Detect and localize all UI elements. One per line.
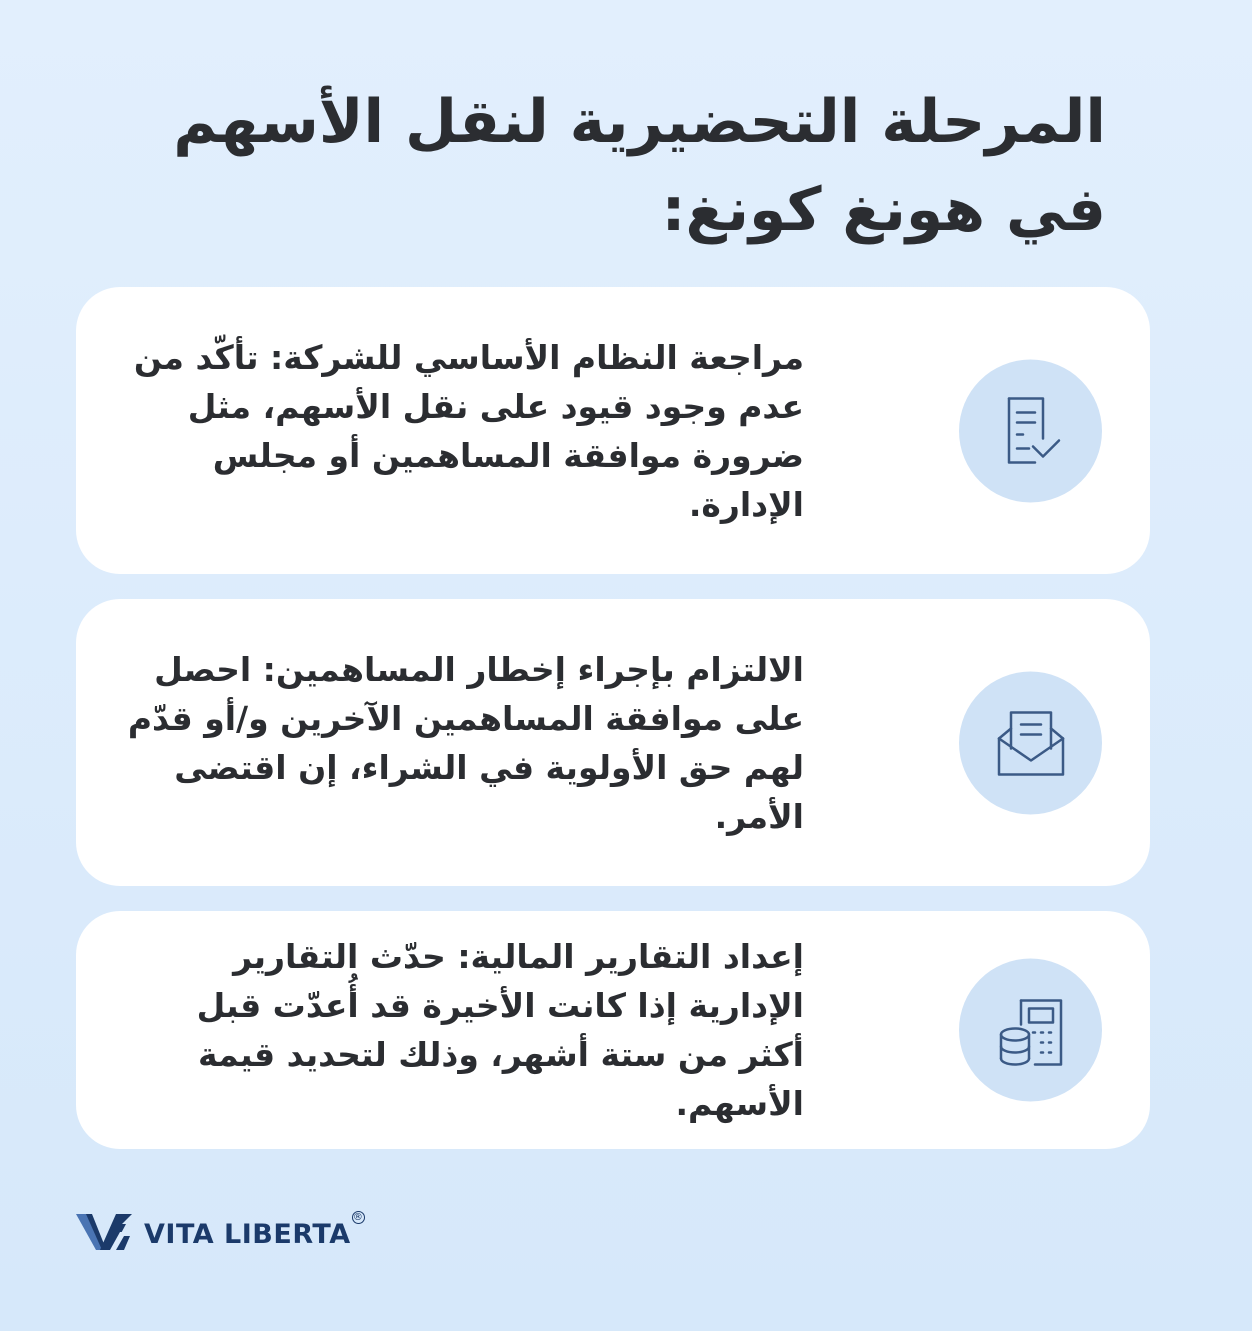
card-icon-badge <box>959 359 1102 502</box>
document-check-icon <box>991 391 1071 471</box>
page-title: المرحلة التحضيرية لنقل الأسهم في هونغ كونغ: <box>173 87 1106 245</box>
vita-liberta-logo-mark <box>76 1210 132 1258</box>
card-text: إعداد التقارير المالية: حدّث التقارير الإدارية إذا كانت الأخيرة قد أُعدّت قبل أكثر من ستة أشهر، وذلك لتحديد قيمة الأسهم. <box>196 937 804 1123</box>
card-text: الالتزام بإجراء إخطار المساهمين: احصل على موافقة المساهمين الآخرين و/أو قدّم لهم حق الأولوية في الشراء، إن اقتضى الأمر. <box>127 649 804 836</box>
card-shareholder-notice <box>76 599 1150 886</box>
trademark-symbol: ® <box>352 1211 364 1223</box>
calculator-coins-icon <box>991 990 1071 1070</box>
card-text: مراجعة النظام الأساسي للشركة: تأكّد من عدم وجود قيود على نقل الأسهم، مثل ضرورة موافقة المساهمين أو مجلس الإدارة. <box>133 337 804 524</box>
brand-name: VITA LIBERTA ® <box>144 1211 364 1250</box>
envelope-letter-icon <box>991 703 1071 783</box>
card-icon-badge <box>959 959 1102 1102</box>
card-financial-reports <box>76 911 1150 1149</box>
brand-logo <box>76 1210 364 1258</box>
card-articles-review <box>76 287 1150 574</box>
card-icon-badge <box>959 671 1102 814</box>
